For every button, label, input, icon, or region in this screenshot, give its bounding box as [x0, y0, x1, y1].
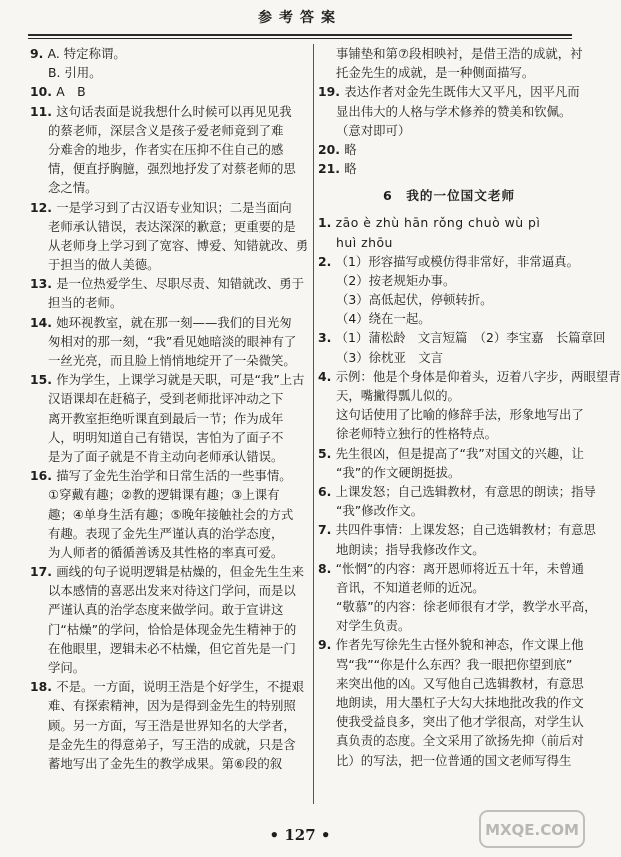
answer-line: [318, 731, 584, 750]
answer-text: “怅惘”的内容：离开恩师将近五十年，未曾通: [335, 560, 584, 576]
answer-text: 骂“我”“你是什么东西？我一眼把你望到底”: [336, 656, 573, 672]
answer-line: [318, 252, 580, 271]
answer-text: 一是学习到了古汉语专业知识；二是当面向: [56, 199, 292, 215]
answer-line: [318, 559, 584, 578]
answer-text: 音讯，不知道老师的近况。: [336, 579, 485, 595]
answer-line: [30, 524, 312, 543]
answer-text: 担当的老师。: [48, 295, 123, 311]
answer-text: 徐老师特立独行的性格特点。: [336, 426, 498, 442]
answer-line: [318, 463, 580, 482]
answer-line: [318, 635, 584, 654]
answer-line: [318, 674, 584, 693]
question-number: 10.: [30, 84, 57, 100]
answer-text: 学问。: [48, 660, 86, 675]
answer-text: 难、有探索精神，因为是得到金先生的特别照: [48, 698, 296, 714]
answer-text: 表达作者对金先生既伟大又平凡，因平凡而: [344, 84, 580, 100]
answer-text: 离开教室拒绝听课直到最后一节；作为成年: [48, 410, 284, 426]
answer-line: [318, 655, 580, 674]
answer-line: [30, 82, 312, 101]
column-divider: [313, 44, 314, 804]
answer-line: [30, 140, 312, 159]
answer-text: 于担当的做人美德。: [48, 257, 160, 273]
answer-line: [318, 367, 621, 386]
answer-text: 是一位热爱学生、尽职尽责、知错就改、勇于: [56, 276, 305, 292]
answer-text: 一丝光亮，而且脸上悄悄地绽开了一朵微笑。: [48, 353, 296, 368]
answer-line: [30, 255, 312, 274]
answer-line: [318, 348, 580, 367]
answer-text: 顾。另一方面，写王浩是世界知名的大学者，: [48, 717, 296, 733]
answer-line: [30, 293, 312, 312]
answer-line: [30, 370, 312, 389]
answer-line: [318, 540, 580, 559]
answer-line: [318, 520, 596, 539]
question-number: 13.: [30, 276, 57, 292]
watermark-logo: [478, 807, 586, 851]
answer-text: 事铺垫和第⑦段相映衬，是借王浩的成就，衬: [336, 46, 583, 61]
answer-text: （3）徐枕亚 文言: [336, 349, 444, 365]
page-header: [0, 0, 600, 34]
answer-text: （1）形容描写或模仿得非常好，非常逼真。: [335, 253, 579, 269]
answer-line: [30, 409, 312, 428]
answer-line: [30, 543, 312, 562]
answer-line: [318, 501, 580, 520]
page-number: • 127 •: [269, 826, 331, 844]
answer-line: [30, 102, 312, 121]
question-number: 2.: [318, 253, 336, 269]
question-number: 11.: [30, 103, 57, 119]
answer-text: 念之情。: [48, 180, 98, 196]
answer-line: [30, 447, 312, 466]
answer-line: [318, 121, 580, 140]
question-number: 5.: [318, 445, 336, 461]
question-number: 1.: [318, 215, 336, 231]
answer-text: 共四件事情：上课发怒；自己选辑教材；有意思: [335, 522, 596, 538]
question-number: 9.: [30, 46, 48, 61]
question-number: 7.: [318, 522, 336, 538]
answer-line: [30, 754, 312, 773]
header-title: 参考答案: [258, 10, 342, 26]
answer-text: A B: [56, 84, 86, 100]
answer-text: 天，嘴撇得瓢儿似的。: [336, 388, 460, 403]
answer-text: 上课发怒；自己选辑教材，有意思的朗读；指导: [335, 483, 596, 499]
answer-text: 分难舍的地步，作者实在压抑不住自己的感: [48, 141, 284, 157]
answer-line: [318, 597, 597, 616]
question-number: 6.: [318, 483, 336, 499]
question-number: 17.: [30, 564, 57, 580]
answer-line: [318, 616, 580, 635]
question-number: 18.: [30, 679, 57, 695]
answer-line: [318, 159, 580, 178]
answer-text: 画线的句子说明逻辑是枯燥的，但金先生生来: [56, 564, 305, 580]
answer-line: [318, 444, 584, 463]
watermark-text: MXQE.COM: [485, 821, 579, 839]
answer-text: 这句话表面是说我想什么时候可以再见见我: [56, 103, 292, 119]
answer-line: [30, 562, 312, 581]
answer-line: [30, 178, 312, 197]
answer-text: 汉语课却在赶稿子，受到老师批评冲动之下: [48, 391, 284, 407]
question-number: 16.: [30, 468, 57, 484]
answer-line: [318, 233, 580, 252]
answer-line: [30, 658, 312, 677]
answer-line: [30, 677, 312, 696]
answer-text: 为人师者的循循善诱及其性格的率真可爱。: [48, 544, 284, 560]
answer-line: [30, 716, 312, 735]
answer-line: [318, 271, 580, 290]
right-column-continuation: [318, 44, 583, 178]
answer-line: [30, 466, 312, 485]
answer-line: [318, 102, 580, 121]
question-number: 20.: [318, 141, 345, 157]
answer-text: 以本感情的喜恶出发来对待这门学问，而是以: [48, 583, 296, 599]
answer-line: [318, 405, 584, 424]
answer-line: [318, 140, 580, 159]
answer-line: [30, 639, 312, 658]
answer-text: 的蔡老师，深层含义是孩子爱老师竟到了难: [48, 122, 284, 138]
answer-text: 使我受益良多，突出了他才学很高，对学生认: [336, 714, 584, 730]
answer-line: [318, 63, 580, 82]
answer-line: [30, 389, 312, 408]
answer-text: （3）高低起伏，停顿转折。: [336, 292, 493, 308]
answer-line: [318, 578, 580, 597]
answer-text: 这句话使用了比喻的修辞手法，形象地写出了: [336, 407, 584, 423]
question-number: 21.: [318, 161, 345, 177]
answer-text: 略: [344, 161, 357, 177]
answer-line: [30, 735, 312, 754]
answer-text: （2）按老规矩办事。: [336, 272, 456, 288]
right-column: [318, 44, 621, 770]
pinyin-text: zāo è zhù hān rǒng chuò wù pì: [335, 215, 541, 231]
answer-text: 在他眼里，逻辑未必不枯燥，但它首先是一门: [48, 640, 296, 656]
section-title: 6 我的一位国文老师: [382, 188, 516, 204]
answer-text: 情，便直抒胸臆，强烈地抒发了对蔡老师的思: [48, 161, 296, 177]
answer-text: 略: [344, 141, 357, 157]
answer-line: [30, 600, 312, 619]
answer-text: 显出伟大的人格与学术修养的赞美和钦佩。: [336, 103, 572, 119]
answer-text: “我”的作文硬朗挺拔。: [336, 464, 461, 480]
answer-text: 从老师身上学习到了宽容、博爱、知错就改、勇: [48, 237, 309, 253]
answer-text: 不是。一方面，说明王浩是个好学生，不提艰: [56, 679, 305, 695]
question-number: 9.: [318, 637, 336, 653]
question-number: 3.: [318, 330, 336, 346]
answer-text: 示例：他是个身体是仰着头，迈着八字步，两眼望青: [335, 368, 621, 384]
answer-line: [30, 581, 312, 600]
answer-line: [30, 198, 312, 217]
answer-text: 老师承认错误，表达深深的歉意；更重要的是: [48, 218, 296, 234]
answer-line: [30, 505, 312, 524]
answer-text: “敬慕”的内容：徐老师很有才学，教学水平高，: [336, 599, 597, 615]
answer-line: [318, 309, 580, 328]
answer-text: A. 特定称谓。: [47, 46, 126, 61]
answer-text: 地朗读；指导我修改作文。: [336, 541, 485, 557]
question-number: 19.: [318, 84, 345, 100]
answer-line: [318, 328, 606, 347]
answer-line: [318, 82, 580, 101]
answer-line: [30, 217, 312, 236]
answer-line: [318, 290, 580, 309]
answer-line: [30, 620, 312, 639]
answer-text: （意对即可）: [336, 122, 411, 138]
answer-text: 人，明明知道自己有错误，害怕为了面子不: [48, 429, 284, 445]
left-column: [30, 44, 312, 773]
answer-line: [30, 332, 312, 351]
answer-text: 先生很凶，但是提高了“我”对国文的兴趣，让: [335, 445, 584, 461]
answer-text: 地朗读，用大墨杠子大勾大抹地批改我的作文: [336, 695, 584, 710]
answer-text: B. 引用。: [48, 65, 102, 81]
answer-line: [318, 712, 584, 731]
answer-text: 是为了面子就是不肯主动向老师承认错误。: [48, 448, 284, 464]
answer-text: 她环视教室，就在那一刻——我们的目光匆: [56, 314, 292, 330]
answer-text: “我”修改作文。: [336, 503, 424, 519]
answer-text: （4）绕在一起。: [336, 311, 431, 327]
question-number: 14.: [30, 314, 57, 330]
answer-text: 真负责的态度。全文采用了欲扬先抑（前后对: [336, 733, 584, 749]
answer-text: 比）的写法，把一位普通的国文老师写得生: [336, 752, 572, 768]
answer-text: 门“枯燥”的学问，恰恰是体现金先生精神于的: [48, 621, 297, 637]
answer-text: 匆相对的那一刻，“我”看见她暗淡的眼神有了: [48, 333, 297, 349]
answer-line: [30, 63, 312, 82]
answer-text: 严谨认真的治学态度来做学问。敢于宣讲这: [48, 602, 284, 618]
header-rule: [28, 34, 572, 39]
answer-text: 作者先写徐先生古怪外貌和神态，作文课上他: [335, 637, 584, 653]
answer-line: [318, 482, 596, 501]
answer-line: [30, 696, 312, 715]
answer-text: 是金先生的得意弟子，写王浩的成就，只是含: [48, 736, 296, 752]
answer-line: [30, 44, 312, 63]
answer-line: [30, 121, 312, 140]
pinyin-text: huì zhōu: [336, 234, 393, 250]
answer-text: 作为学生，上课学习就是天职，可是“我”上古: [56, 372, 305, 388]
answer-text: （1）蒲松龄 文言短篇 （2）李宝嘉 长篇章回: [335, 330, 606, 346]
answer-line: [318, 693, 584, 712]
answer-text: 蓄地写出了金先生的教学成果。第⑥段的叙: [48, 755, 283, 771]
answer-line: [30, 485, 312, 504]
answer-line: [30, 351, 312, 370]
answer-text: 描写了金先生治学和日常生活的一些事情。: [56, 468, 292, 484]
answer-text: 有趣。表现了金先生严谨认真的治学态度，: [48, 525, 284, 541]
right-column-answers: [318, 213, 621, 769]
answer-line: [318, 44, 583, 63]
answer-line: [318, 386, 580, 405]
question-number: 15.: [30, 372, 57, 388]
answer-line: [318, 751, 580, 770]
answer-line: [30, 236, 312, 255]
answer-line: [30, 159, 312, 178]
answer-text: 托金先生的成就，是一种侧面描写。: [336, 65, 535, 81]
answer-text: 来突出他的凶。又写他自己选辑教材，有意思: [336, 675, 584, 691]
answer-text: ①穿戴有趣；②教的逻辑课有趣；③上课有: [48, 487, 280, 503]
answer-line: [318, 424, 580, 443]
answer-text: 趣；④单身生活有趣；⑤晚年接触社会的方式: [48, 506, 294, 522]
answer-line: [30, 428, 312, 447]
answer-line: [318, 213, 580, 232]
answer-text: 对学生负责。: [336, 618, 411, 634]
question-number: 8.: [318, 560, 336, 576]
question-number: 12.: [30, 199, 57, 215]
answer-line: [30, 313, 312, 332]
answer-line: [30, 274, 312, 293]
question-number: 4.: [318, 368, 336, 384]
